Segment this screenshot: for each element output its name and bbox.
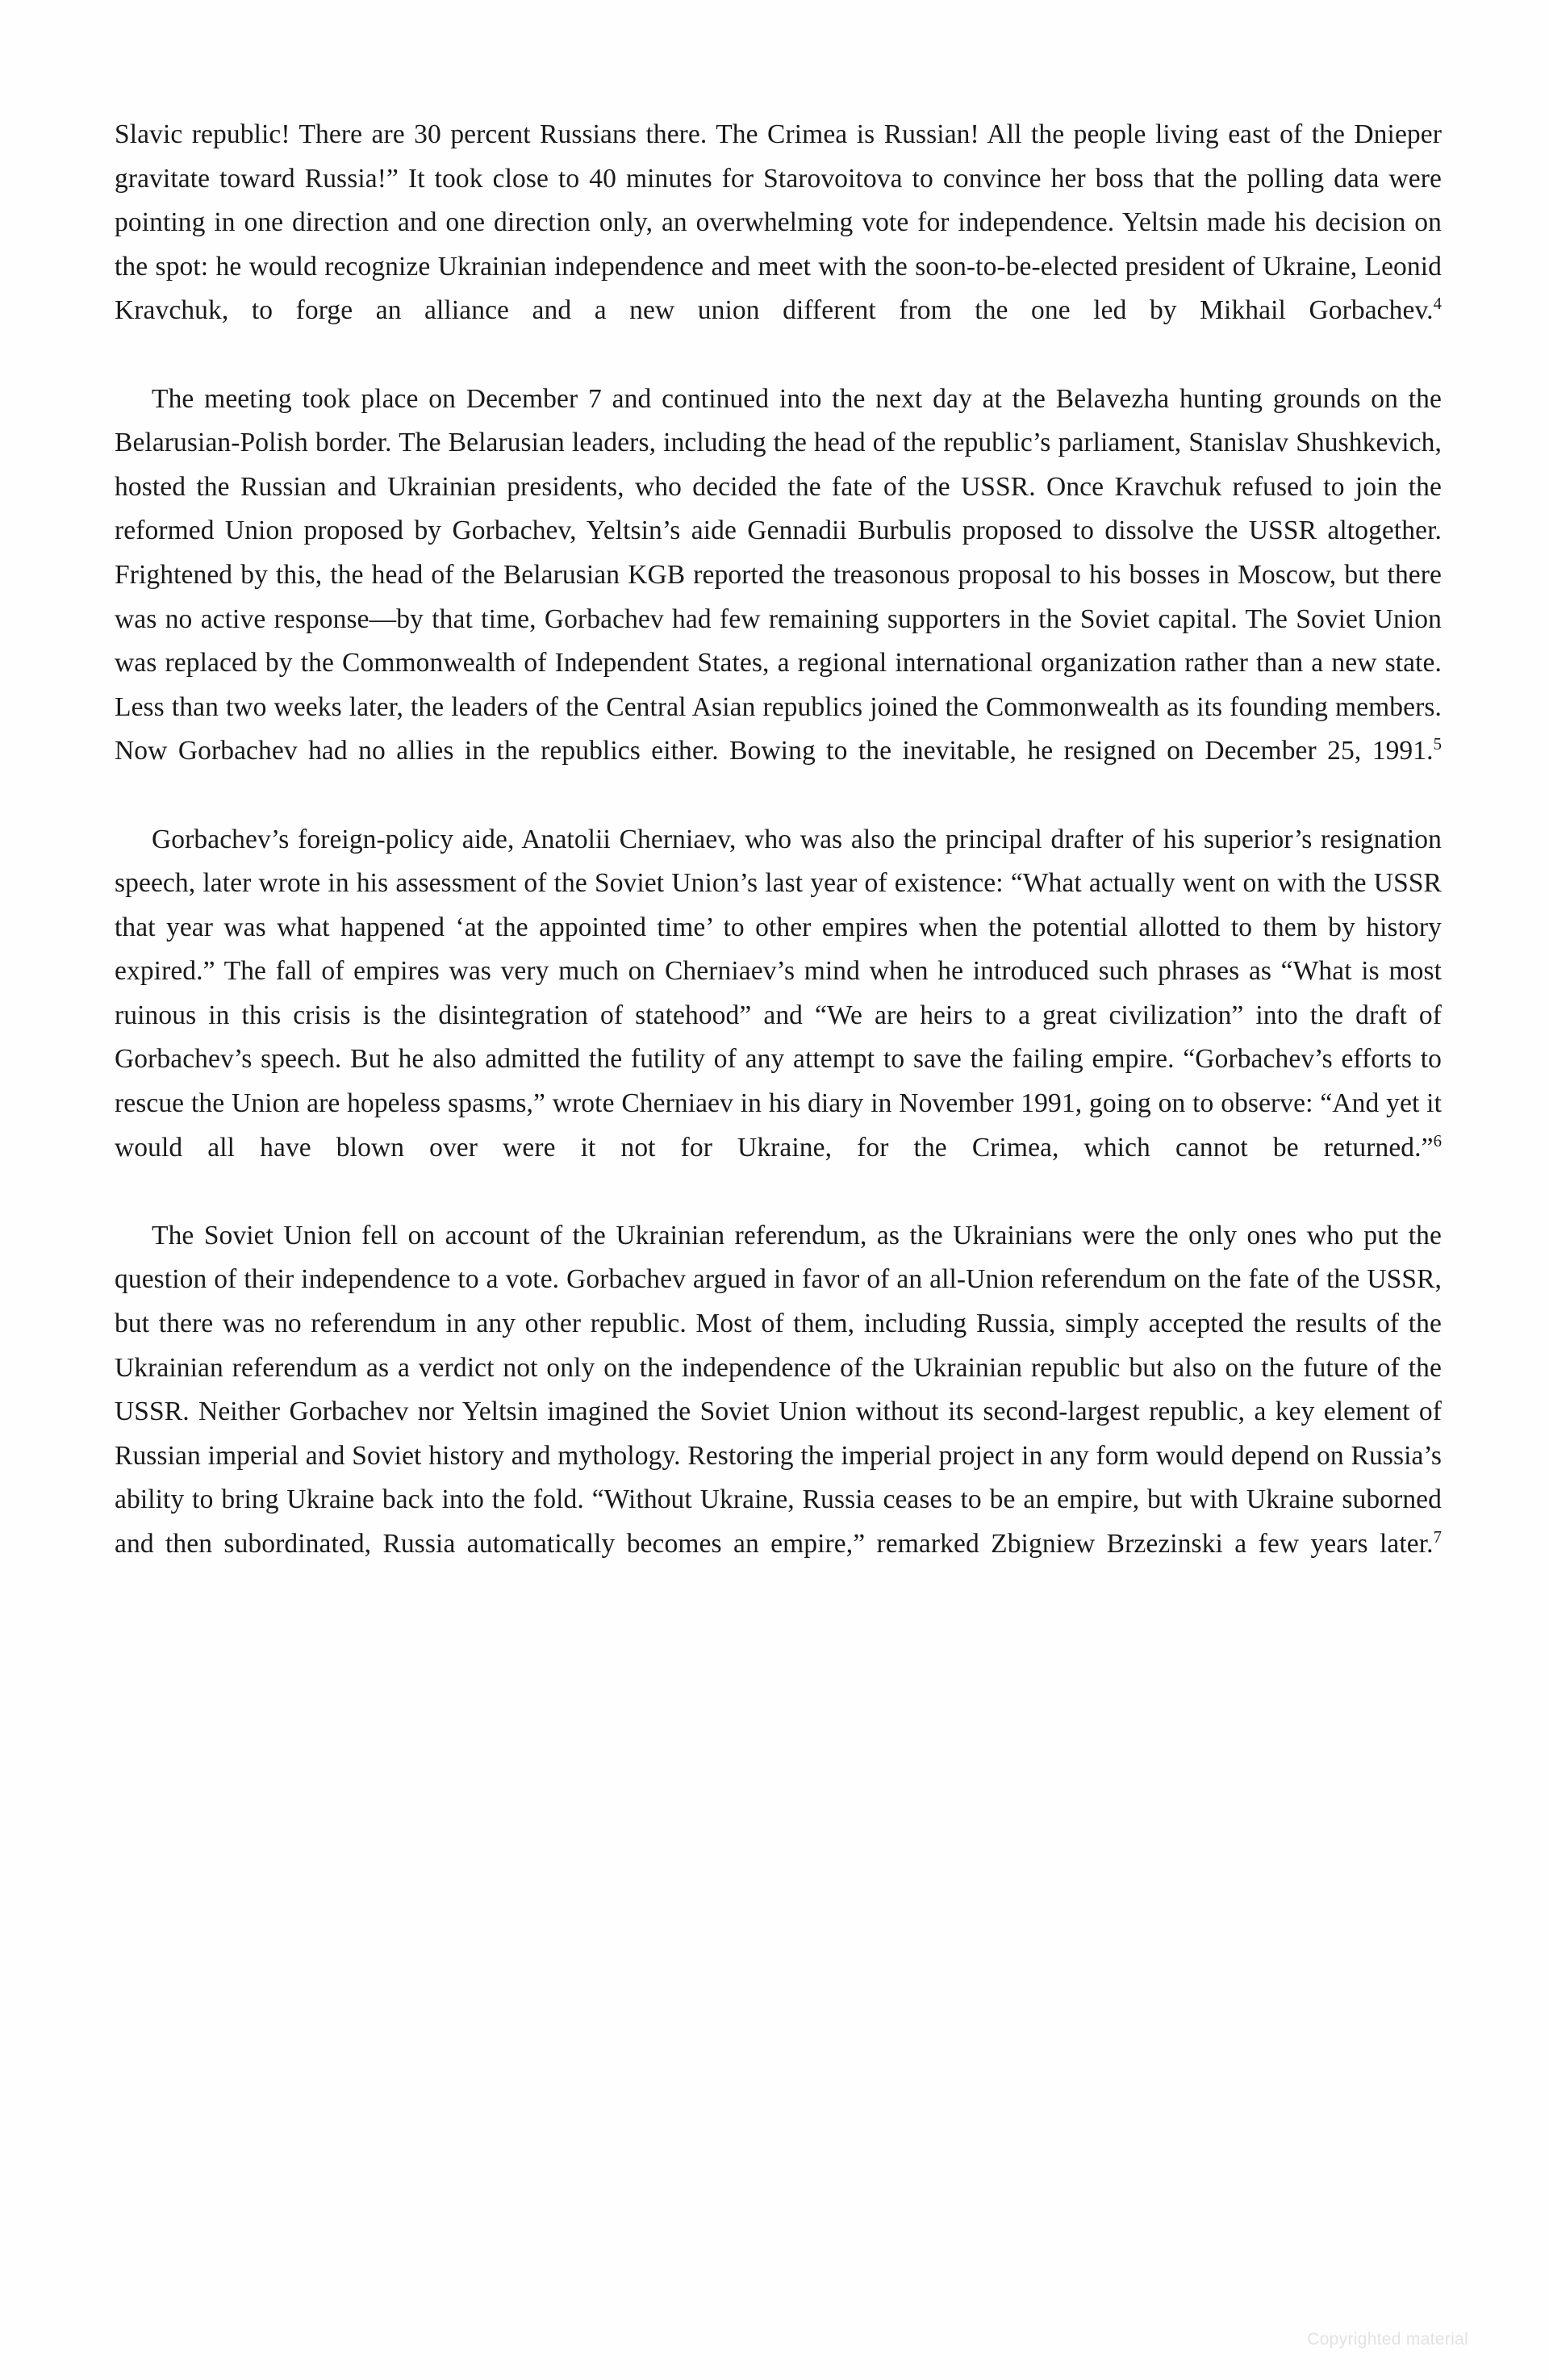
- footnote-marker: 5: [1433, 735, 1442, 754]
- paragraph-2: The meeting took place on December 7 and continued into the next day at the Belavezha hunting grounds on the Belarusian-Polish border. The Belarusian leaders, including the head of the republic’s parliament, Stanislav Shushkevich, hosted the Russian and Ukrainian presidents, who decided the fate of the USSR. Once Kravchuk refused to join the reformed Union proposed by Gorbachev, Yeltsin’s aide Gennadii Burbulis proposed to dissolve the USSR altogether. Frightened by this, the head of the Belarusian KGB reported the treasonous proposal to his bosses in Moscow, but there was no active response—by that time, Gorbachev had few remaining supporters in the Soviet capital. The Soviet Union was replaced by the Commonwealth of Independent States, a regional international organization rather than a new state. Less than two weeks later, the leaders of the Central Asian republics joined the Commonwealth as its founding members. Now Gorbachev had no allies in the republics either. Bowing to the inevitable, he resigned on December 25, 1991.$^5$: [115, 383, 1442, 766]
- footnote-marker: 7: [1433, 1527, 1442, 1547]
- text-column: [115, 113, 1442, 1610]
- copyright-notice: Copyrighted material: [1307, 2330, 1468, 2349]
- footnote-marker: 4: [1433, 294, 1442, 314]
- footnote-marker: 6: [1433, 1131, 1442, 1150]
- paragraph-4: The Soviet Union fell on account of the Ukrainian referendum, as the Ukrainians were the only ones who put the question of their independence to a vote. Gorbachev argued in favor of an all-Union referendum on the fate of the USSR, but there was no referendum in any other republic. Most of them, including Russia, simply accepted the results of the Ukrainian referendum as a verdict not only on the independence of the Ukrainian republic but also on the future of the USSR. Neither Gorbachev nor Yeltsin imagined the Soviet Union without its second-largest republic, a key element of Russian imperial and Soviet history and mythology. Restoring the imperial project in any form would depend on Russia’s ability to bring Ukraine back into the fold. “Without Ukraine, Russia ceases to be an empire, but with Ukraine suborned and then subordinated, Russia automatically becomes an empire,” remarked Zbigniew Brzezinski a few years later.$^7$: [115, 1220, 1442, 1559]
- paragraph-1: Slavic republic! There are 30 percent Russians there. The Crimea is Russian! All the people living east of the Dnieper gravitate toward Russia!” It took close to 40 minutes for Starovoitova to convince her boss that the polling data were pointing in one direction and one direction only, an overwhelming vote for independence. Yeltsin made his decision on the spot: he would recognize Ukrainian independence and meet with the soon-to-be-elected president of Ukraine, Leonid Kravchuk, to forge an alliance and a new union different from the one led by Mikhail Gorbachev.$^4$: [115, 119, 1442, 326]
- paragraph-3: Gorbachev’s foreign-policy aide, Anatolii Cherniaev, who was also the principal drafter of his superior’s resignation speech, later wrote in his assessment of the Soviet Union’s last year of existence: “What actually went on with the USSR that year was what happened ‘at the appointed time’ to other empires when the potential allotted to them by history expired.” The fall of empires was very much on Cherniaev’s mind when he introduced such phrases as “What is most ruinous in this crisis is the disintegration of statehood” and “We are heirs to a great civilization” into the draft of Gorbachev’s speech. But he also admitted the futility of any attempt to save the failing empire. “Gorbachev’s efforts to rescue the Union are hopeless spasms,” wrote Cherniaev in his diary in November 1991, going on to observe: “And yet it would all have blown over were it not for Ukraine, for the Crimea, which cannot be returned.”$^6$: [115, 824, 1442, 1163]
